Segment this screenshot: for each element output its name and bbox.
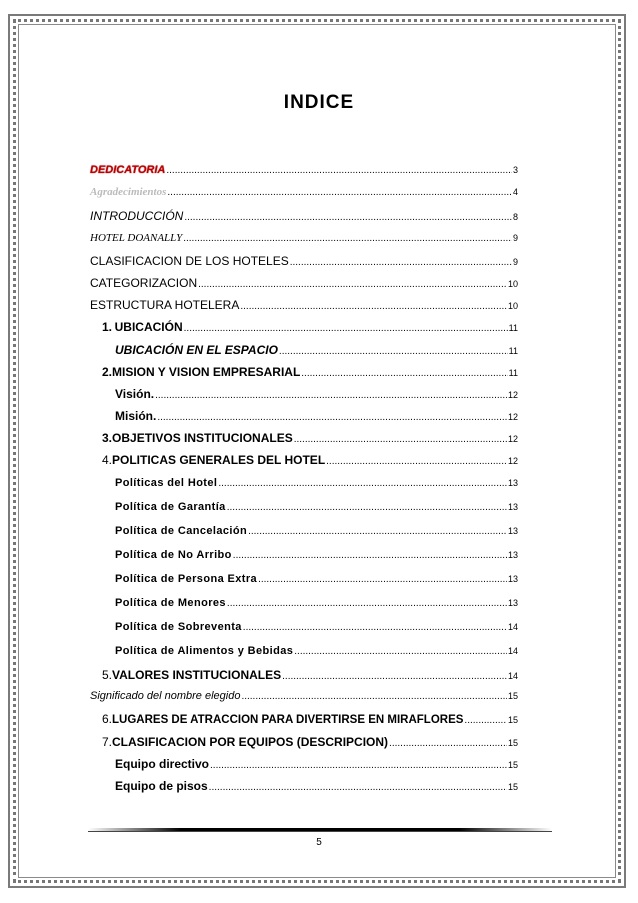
toc-leader-dots	[279, 346, 508, 357]
toc-entry-text: CLASIFICACION POR EQUIPOS (DESCRIPCION)	[112, 735, 389, 749]
toc-entry-number: 2.	[102, 365, 113, 379]
toc-page-number: 13	[507, 598, 518, 608]
toc-entry-vision[interactable]	[115, 387, 518, 401]
toc-page-number: 15	[507, 715, 518, 725]
toc-entry-number: 7.	[102, 735, 113, 749]
toc-entry-text: Política de Alimentos y Bebidas	[115, 645, 294, 657]
toc-leader-dots	[248, 526, 507, 537]
toc-leader-dots	[184, 212, 512, 223]
toc-entry-politica-no-arribo[interactable]	[115, 549, 518, 561]
toc-page-number: 15	[507, 782, 518, 792]
toc-page-number: 9	[512, 233, 518, 243]
toc-entry-valores[interactable]	[102, 668, 518, 682]
toc-leader-dots	[210, 760, 507, 771]
toc-leader-dots	[166, 165, 512, 176]
toc-page-number: 4	[512, 187, 518, 197]
toc-leader-dots	[198, 279, 507, 290]
toc-entry-estructura[interactable]	[90, 298, 518, 312]
toc-entry-text: Políticas del Hotel	[115, 477, 218, 489]
toc-leader-dots	[227, 502, 507, 513]
toc-page-number: 10	[507, 279, 518, 289]
toc-entry-lugares[interactable]	[102, 712, 518, 726]
toc-entry-agradecimientos[interactable]	[90, 186, 518, 198]
toc-page-number: 11	[508, 368, 518, 378]
toc-entry-number: 3.	[102, 431, 113, 445]
toc-leader-dots	[167, 187, 512, 198]
toc-entry-ubicacion-espacio[interactable]	[115, 343, 518, 357]
toc-page-number: 13	[507, 478, 518, 488]
toc-entry-politicas-generales[interactable]	[102, 453, 518, 467]
toc-page-number: 15	[507, 738, 518, 748]
toc-entry-text: Equipo directivo	[115, 757, 210, 771]
toc-entry-text: Política de Sobreventa	[115, 621, 242, 633]
toc-entry-objetivos[interactable]	[102, 431, 518, 445]
toc-entry-text: LUGARES DE ATRACCION PARA DIVERTIRSE EN MIRAFLORES	[112, 714, 464, 726]
toc-entry-text: Política de Persona Extra	[115, 573, 258, 585]
toc-entry-introduccion[interactable]	[90, 209, 518, 223]
toc-entry-text: DEDICATORIA	[90, 164, 166, 176]
toc-entry-politica-cancelacion[interactable]	[115, 525, 518, 537]
toc-leader-dots	[294, 434, 507, 445]
toc-entry-politica-persona-extra[interactable]	[115, 573, 518, 585]
toc-leader-dots	[464, 715, 507, 726]
toc-entry-significado[interactable]	[90, 690, 518, 702]
toc-page-number: 15	[507, 760, 518, 770]
toc-leader-dots	[155, 390, 507, 401]
toc-page-number: 3	[512, 165, 518, 175]
toc-entry-text: Visión.	[115, 387, 155, 401]
toc-leader-dots	[227, 598, 507, 609]
toc-entry-text: CLASIFICACION DE LOS HOTELES	[90, 254, 289, 268]
toc-leader-dots	[326, 456, 507, 467]
toc-leader-dots	[282, 671, 507, 682]
toc-leader-dots	[240, 301, 507, 312]
toc-entry-text: Agradecimientos	[90, 186, 167, 198]
toc-page-number: 12	[507, 390, 518, 400]
toc-entry-text: CATEGORIZACION	[90, 276, 198, 290]
toc-page-number: 11	[508, 323, 518, 333]
toc-page-number: 12	[507, 412, 518, 422]
toc-page-number: 9	[512, 257, 518, 267]
toc-entry-mision[interactable]	[115, 409, 518, 423]
toc-entry-text: Equipo de pisos	[115, 779, 208, 793]
toc-entry-dedicatoria[interactable]	[90, 164, 518, 176]
toc-page-number: 12	[507, 456, 518, 466]
toc-page-number: 8	[512, 212, 518, 222]
toc-leader-dots	[294, 646, 507, 657]
toc-leader-dots	[157, 412, 507, 423]
toc-page-number: 13	[507, 574, 518, 584]
toc-page-number: 13	[507, 550, 518, 560]
toc-leader-dots	[218, 478, 507, 489]
toc-page-number: 14	[507, 622, 518, 632]
toc-leader-dots	[258, 574, 507, 585]
toc-entry-text: OBJETIVOS INSTITUCIONALES	[112, 431, 293, 445]
toc-entry-number: 6.	[102, 712, 113, 726]
toc-page-number: 12	[507, 434, 518, 444]
toc-entry-text: VALORES INSTITUCIONALES	[112, 668, 282, 682]
toc-entry-politica-sobreventa[interactable]	[115, 621, 518, 633]
toc-entry-text: Política de Cancelación	[115, 525, 248, 537]
toc-entry-text: INTRODUCCIÓN	[90, 209, 184, 223]
toc-entry-equipo-directivo[interactable]	[115, 757, 518, 771]
toc-entry-clasificacion-equipos[interactable]	[102, 735, 518, 749]
toc-entry-equipo-pisos[interactable]	[115, 779, 518, 793]
toc-leader-dots	[233, 550, 507, 561]
toc-entry-text: ESTRUCTURA HOTELERA	[90, 298, 240, 312]
toc-leader-dots	[183, 233, 512, 244]
toc-leader-dots	[301, 368, 507, 379]
toc-page-number: 14	[507, 646, 518, 656]
toc-leader-dots	[243, 622, 507, 633]
toc-entry-text: Significado del nombre elegido	[90, 690, 241, 702]
toc-entry-politicas-hotel[interactable]	[115, 477, 518, 489]
toc-leader-dots	[389, 738, 507, 749]
toc-page-number: 11	[508, 346, 518, 356]
toc-entry-text: Misión.	[115, 409, 157, 423]
toc-leader-dots	[209, 782, 507, 793]
toc-entry-text: Política de Menores	[115, 597, 226, 609]
page-number: 5	[316, 837, 322, 848]
toc-page-number: 13	[507, 502, 518, 512]
toc-entry-ubicacion[interactable]	[102, 320, 518, 334]
toc-entry-text: UBICACIÓN EN EL ESPACIO	[115, 343, 278, 357]
toc-entry-politica-alimentos[interactable]	[115, 645, 518, 657]
toc-entry-clasificacion-hoteles[interactable]	[90, 254, 518, 268]
toc-entry-text: UBICACIÓN	[114, 320, 183, 334]
toc-entry-mision-vision[interactable]	[102, 365, 518, 379]
toc-entry-number: 1.	[102, 320, 113, 334]
toc-entry-text: POLITICAS GENERALES DEL HOTEL	[112, 453, 326, 467]
toc-entry-text: MISION Y VISION EMPRESARIAL	[112, 365, 301, 379]
toc-entry-number: 5.	[102, 668, 113, 682]
toc-page-number: 10	[507, 301, 518, 311]
toc-page-number: 14	[507, 671, 518, 681]
toc-entry-politica-menores[interactable]	[115, 597, 518, 609]
toc-entry-number: 4.	[102, 453, 113, 467]
toc-page-number: 15	[507, 691, 518, 701]
toc-entry-categorizacion[interactable]	[90, 276, 518, 290]
toc-leader-dots	[241, 691, 507, 702]
toc-leader-dots	[184, 323, 508, 334]
toc-entry-text: HOTEL DOANALLY	[90, 232, 183, 244]
index-title: INDICE	[283, 92, 355, 113]
toc-page-number: 13	[507, 526, 518, 536]
footer-divider-thin	[88, 831, 552, 832]
toc-entry-politica-garantia[interactable]	[115, 501, 518, 513]
toc-entry-text: Política de Garantía	[115, 501, 226, 513]
toc-leader-dots	[290, 257, 512, 268]
toc-entry-hotel[interactable]	[90, 232, 518, 244]
toc-entry-text: Política de No Arribo	[115, 549, 232, 561]
